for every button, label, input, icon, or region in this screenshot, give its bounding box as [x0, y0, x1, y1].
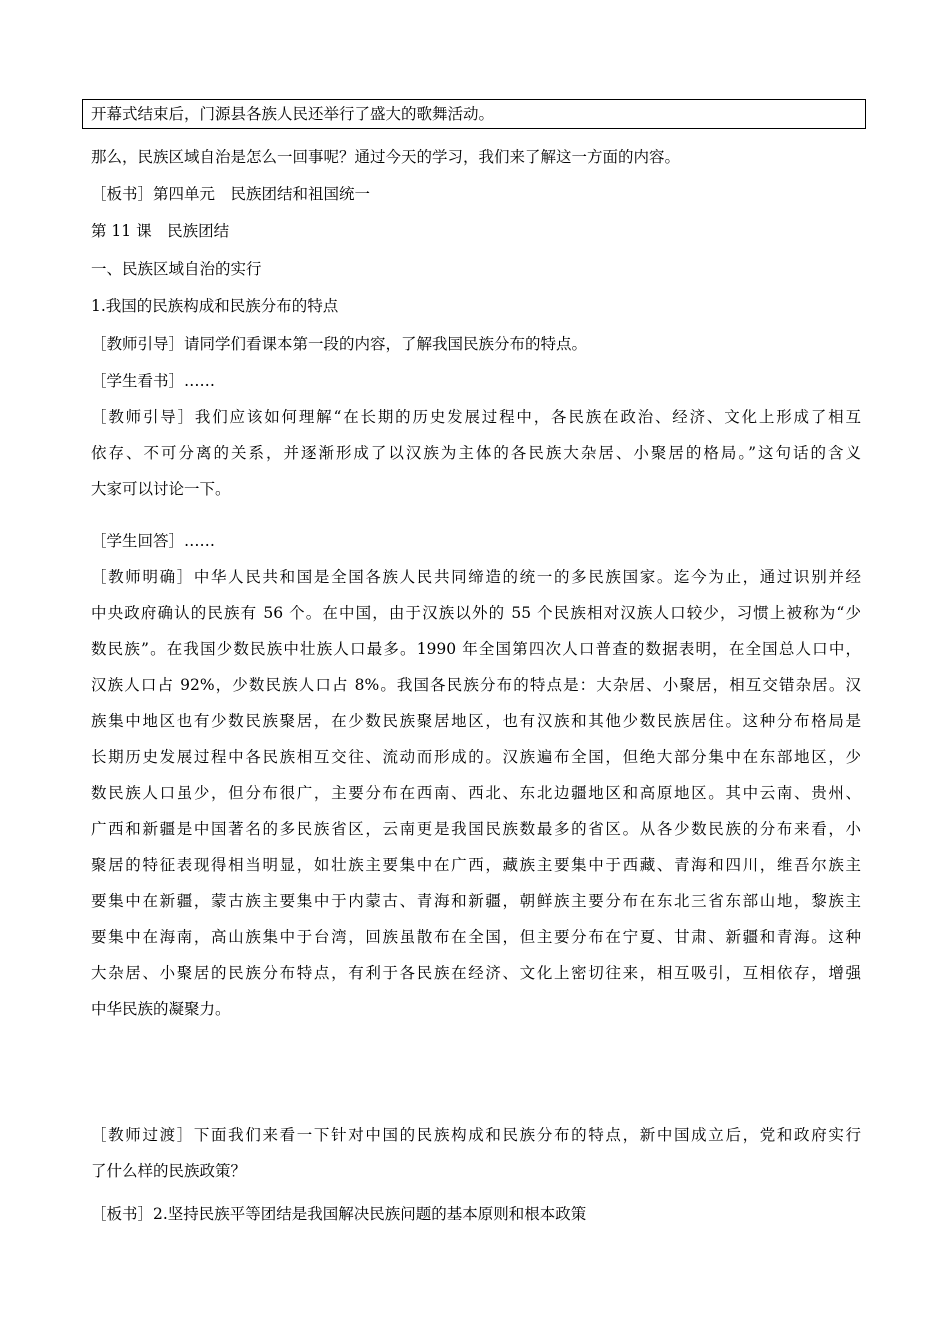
lesson-title: 第 11 课 民族团结 [91, 222, 230, 240]
paragraph-line: 聚居的特征表现得相当明显，如壮族主要集中在广西，藏族主要集中于西藏、青海和四川，维吾尔族主 [91, 856, 861, 874]
paragraph-line: 长期历史发展过程中各民族相互交往、流动而形成的。汉族遍布全国，但绝大部分集中在东部地区，少 [91, 748, 861, 766]
section-heading: 一、民族区域自治的实行 [91, 260, 262, 278]
teacher-guide-question-paragraph [91, 406, 861, 514]
board-unit-heading: ［板书］第四单元 民族团结和祖国统一 [91, 185, 371, 203]
paragraph-line: 要集中在海南，高山族集中于台湾，回族虽散布在全国，但主要分布在宁夏、甘肃、新疆和青海。这种 [91, 928, 861, 946]
paragraph-line: ［教师明确］中华人民共和国是全国各族人民共同缔造的统一的多民族国家。迄今为止，通过识别并经 [91, 568, 861, 586]
paragraph-line: 大杂居、小聚居的民族分布特点，有利于各民族在经济、文化上密切往来，相互吸引，互相依存，增强 [91, 964, 861, 982]
paragraph-line: 汉族人口占 92%，少数民族人口占 8%。我国各民族分布的特点是：大杂居、小聚居，相互交错杂居。汉 [91, 676, 861, 694]
boxed-text: 开幕式结束后，门源县各族人民还举行了盛大的歌舞活动。 [82, 99, 866, 129]
paragraph-line: 了什么样的民族政策？ [91, 1162, 247, 1180]
paragraph-line: 广西和新疆是中国著名的多民族省区，云南更是我国民族数最多的省区。从各少数民族的分布来看，小 [91, 820, 861, 838]
paragraph-line: 数民族人口虽少，但分布很广，主要分布在西南、西北、东北边疆地区和高原地区。其中云南、贵州、 [91, 784, 861, 802]
paragraph-line: 中华民族的凝聚力。 [91, 1000, 231, 1018]
teacher-clarify-paragraph [91, 566, 861, 1034]
intro-text: 那么，民族区域自治是怎么一回事呢？通过今天的学习，我们来了解这一方面的内容。 [91, 148, 681, 166]
board-policy-heading: ［板书］2.坚持民族平等团结是我国解决民族问题的基本原则和根本政策 [91, 1205, 587, 1223]
paragraph-line: 数民族”。在我国少数民族中壮族人口最多。1990 年全国第四次人口普查的数据表明，在全国总人口中， [91, 640, 861, 658]
paragraph-line: 大家可以讨论一下。 [91, 480, 231, 498]
teacher-transition-paragraph [91, 1124, 861, 1196]
paragraph-line: ［教师引导］我们应该如何理解“在长期的历史发展过程中，各民族在政治、经济、文化上形成了相互 [91, 408, 861, 426]
teacher-guide-paragraph: ［教师引导］请同学们看课本第一段的内容，了解我国民族分布的特点。 [91, 335, 588, 353]
paragraph-line: 依存、不可分离的关系，并逐渐形成了以汉族为主体的各民族大杂居、小聚居的格局。”这句话的含义 [91, 444, 861, 462]
paragraph-line: ［教师过渡］下面我们来看一下针对中国的民族构成和民族分布的特点，新中国成立后，党和政府实行 [91, 1126, 861, 1144]
student-answer-line: ［学生回答］…… [91, 532, 216, 550]
paragraph-line: 要集中在新疆，蒙古族主要集中于内蒙古、青海和新疆，朝鲜族主要分布在东北三省东部山地，黎族主 [91, 892, 861, 910]
paragraph-line: 中央政府确认的民族有 56 个。在中国，由于汉族以外的 55 个民族相对汉族人口较少，习惯上被称为“少 [91, 604, 861, 622]
subsection-heading: 1.我国的民族构成和民族分布的特点 [91, 297, 339, 315]
paragraph-line: 族集中地区也有少数民族聚居，在少数民族聚居地区，也有汉族和其他少数民族居住。这种分布格局是 [91, 712, 861, 730]
student-read-line: ［学生看书］…… [91, 372, 216, 390]
